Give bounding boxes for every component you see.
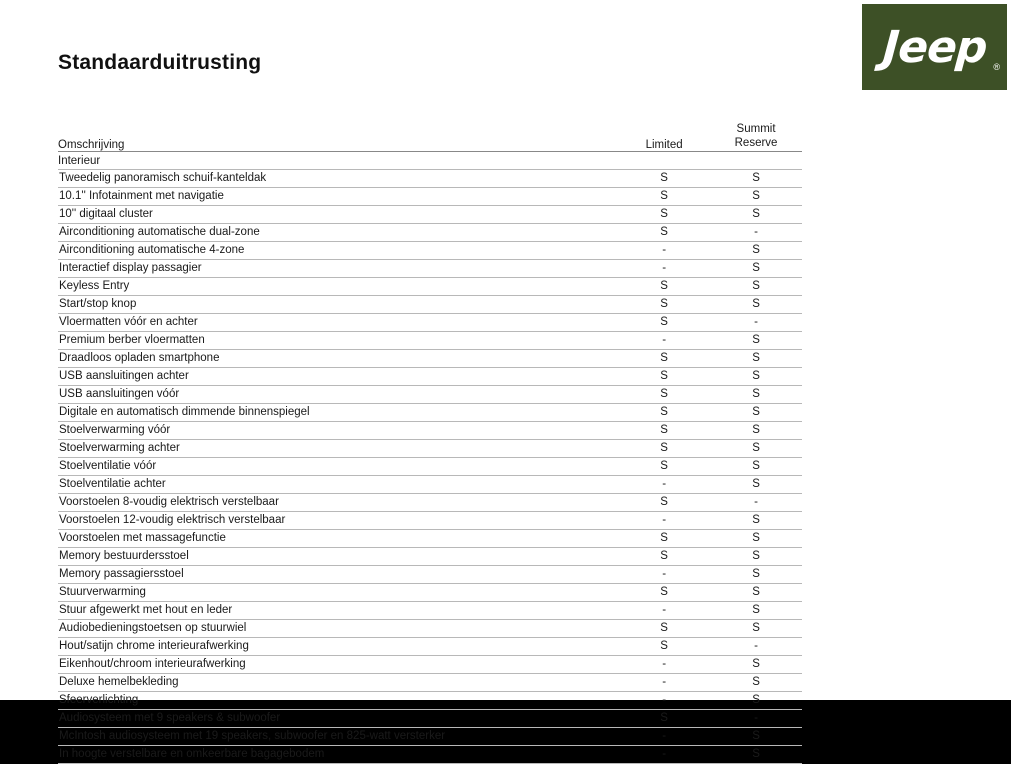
- availability-limited: -: [618, 565, 710, 583]
- availability-limited: -: [618, 727, 710, 745]
- table-row: [58, 277, 802, 295]
- availability-limited: S: [618, 205, 710, 223]
- availability-summit-reserve: -: [710, 223, 802, 241]
- table-section-label: Interieur: [58, 151, 802, 169]
- table-row: [58, 637, 802, 655]
- feature-description: Deluxe hemelbekleding: [58, 673, 618, 691]
- availability-limited: S: [618, 385, 710, 403]
- table-header-row: [58, 122, 802, 151]
- feature-description: Stoelventilatie achter: [58, 475, 618, 493]
- table-section-row: [58, 151, 802, 169]
- table-row: [58, 295, 802, 313]
- availability-summit-reserve: -: [710, 709, 802, 727]
- table-row: [58, 259, 802, 277]
- availability-limited: -: [618, 673, 710, 691]
- availability-summit-reserve: S: [710, 385, 802, 403]
- brand-wordmark: Jeep: [880, 21, 989, 73]
- feature-description: Stoelverwarming achter: [58, 439, 618, 457]
- availability-summit-reserve: S: [710, 529, 802, 547]
- availability-summit-reserve: S: [710, 475, 802, 493]
- availability-limited: S: [618, 169, 710, 187]
- availability-summit-reserve: -: [710, 493, 802, 511]
- availability-limited: -: [618, 691, 710, 709]
- table-row: [58, 475, 802, 493]
- page-title: Standaarduitrusting: [58, 51, 262, 74]
- page-content: [4, 4, 1007, 760]
- availability-summit-reserve: S: [710, 439, 802, 457]
- availability-limited: S: [618, 421, 710, 439]
- table-row: [58, 349, 802, 367]
- availability-summit-reserve: S: [710, 655, 802, 673]
- availability-summit-reserve: S: [710, 295, 802, 313]
- feature-description: Stuur afgewerkt met hout en leder: [58, 601, 618, 619]
- availability-summit-reserve: S: [710, 187, 802, 205]
- availability-limited: S: [618, 367, 710, 385]
- table-header: [58, 122, 802, 151]
- availability-limited: -: [618, 259, 710, 277]
- table-row: [58, 547, 802, 565]
- feature-description: Premium berber vloermatten: [58, 331, 618, 349]
- availability-summit-reserve: S: [710, 565, 802, 583]
- availability-summit-reserve: S: [710, 673, 802, 691]
- availability-limited: -: [618, 655, 710, 673]
- feature-description: Stoelventilatie vóór: [58, 457, 618, 475]
- availability-summit-reserve: S: [710, 511, 802, 529]
- feature-description: 10.1'' Infotainment met navigatie: [58, 187, 618, 205]
- availability-limited: S: [618, 709, 710, 727]
- availability-limited: -: [618, 601, 710, 619]
- availability-limited: S: [618, 295, 710, 313]
- availability-limited: S: [618, 547, 710, 565]
- availability-summit-reserve: S: [710, 349, 802, 367]
- availability-limited: -: [618, 511, 710, 529]
- table-row: [58, 367, 802, 385]
- availability-limited: -: [618, 475, 710, 493]
- table-row: [58, 331, 802, 349]
- table-row: [58, 241, 802, 259]
- table-row: [58, 313, 802, 331]
- availability-summit-reserve: S: [710, 547, 802, 565]
- table-row: [58, 601, 802, 619]
- feature-description: Digitale en automatisch dimmende binnenspiegel: [58, 403, 618, 421]
- table-row: [58, 529, 802, 547]
- availability-limited: S: [618, 277, 710, 295]
- availability-limited: -: [618, 745, 710, 763]
- feature-description: USB aansluitingen vóór: [58, 385, 618, 403]
- table-row: [58, 727, 802, 745]
- table-body: [58, 151, 802, 763]
- availability-summit-reserve: S: [710, 583, 802, 601]
- availability-summit-reserve: S: [710, 727, 802, 745]
- table-row: [58, 205, 802, 223]
- table-row: [58, 385, 802, 403]
- feature-description: Keyless Entry: [58, 277, 618, 295]
- column-header-summit-reserve: [710, 122, 802, 151]
- feature-description: Stoelverwarming vóór: [58, 421, 618, 439]
- availability-summit-reserve: S: [710, 241, 802, 259]
- specifications-table: [58, 122, 802, 764]
- availability-limited: S: [618, 457, 710, 475]
- table-row: [58, 619, 802, 637]
- feature-description: Audiosysteem met 9 speakers & subwoofer: [58, 709, 618, 727]
- availability-limited: S: [618, 223, 710, 241]
- table-row: [58, 691, 802, 709]
- table-row: [58, 403, 802, 421]
- availability-summit-reserve: S: [710, 331, 802, 349]
- availability-limited: S: [618, 187, 710, 205]
- table-row: [58, 709, 802, 727]
- feature-description: Sfeerverlichting: [58, 691, 618, 709]
- registered-trademark-icon: ®: [993, 62, 1000, 72]
- column-header-description: Omschrijving: [58, 138, 125, 151]
- availability-limited: S: [618, 637, 710, 655]
- availability-summit-reserve: S: [710, 259, 802, 277]
- feature-description: Vloermatten vóór en achter: [58, 313, 618, 331]
- table-row: [58, 673, 802, 691]
- jeep-logo-badge: [862, 4, 1007, 90]
- availability-limited: S: [618, 439, 710, 457]
- availability-summit-reserve: S: [710, 619, 802, 637]
- availability-limited: S: [618, 313, 710, 331]
- feature-description: Interactief display passagier: [58, 259, 618, 277]
- feature-description: 10'' digitaal cluster: [58, 205, 618, 223]
- feature-description: In hoogte verstelbare en omkeerbare bagagebodem: [58, 745, 618, 763]
- availability-limited: S: [618, 619, 710, 637]
- feature-description: Memory bestuurdersstoel: [58, 547, 618, 565]
- availability-limited: S: [618, 403, 710, 421]
- feature-description: Hout/satijn chrome interieurafwerking: [58, 637, 618, 655]
- table-row: [58, 583, 802, 601]
- feature-description: Airconditioning automatische 4-zone: [58, 241, 618, 259]
- availability-limited: S: [618, 529, 710, 547]
- feature-description: Eikenhout/chroom interieurafwerking: [58, 655, 618, 673]
- column-header-summit-line2: Reserve: [734, 137, 778, 150]
- availability-summit-reserve: -: [710, 637, 802, 655]
- feature-description: Stuurverwarming: [58, 583, 618, 601]
- specifications-table-wrapper: [58, 122, 802, 764]
- availability-limited: S: [618, 349, 710, 367]
- availability-summit-reserve: S: [710, 169, 802, 187]
- table-row: [58, 511, 802, 529]
- table-row: [58, 421, 802, 439]
- availability-limited: S: [618, 493, 710, 511]
- feature-description: USB aansluitingen achter: [58, 367, 618, 385]
- feature-description: Draadloos opladen smartphone: [58, 349, 618, 367]
- availability-summit-reserve: S: [710, 601, 802, 619]
- table-row: [58, 187, 802, 205]
- table-row: [58, 493, 802, 511]
- column-header-limited: Limited: [645, 138, 683, 151]
- availability-summit-reserve: S: [710, 457, 802, 475]
- table-row: [58, 223, 802, 241]
- table-row: [58, 655, 802, 673]
- feature-description: Voorstoelen met massagefunctie: [58, 529, 618, 547]
- feature-description: Airconditioning automatische dual-zone: [58, 223, 618, 241]
- table-row: [58, 745, 802, 763]
- feature-description: McIntosh audiosysteem met 19 speakers, subwoofer en 825-watt versterker: [58, 727, 618, 745]
- availability-summit-reserve: S: [710, 421, 802, 439]
- availability-limited: S: [618, 583, 710, 601]
- availability-summit-reserve: S: [710, 205, 802, 223]
- table-row: [58, 565, 802, 583]
- availability-summit-reserve: -: [710, 313, 802, 331]
- availability-limited: -: [618, 331, 710, 349]
- feature-description: Voorstoelen 8-voudig elektrisch verstelbaar: [58, 493, 618, 511]
- availability-limited: -: [618, 241, 710, 259]
- table-row: [58, 439, 802, 457]
- table-row: [58, 169, 802, 187]
- availability-summit-reserve: S: [710, 367, 802, 385]
- feature-description: Start/stop knop: [58, 295, 618, 313]
- feature-description: Memory passagiersstoel: [58, 565, 618, 583]
- feature-description: Tweedelig panoramisch schuif-kanteldak: [58, 169, 618, 187]
- table-row: [58, 457, 802, 475]
- availability-summit-reserve: S: [710, 403, 802, 421]
- feature-description: Voorstoelen 12-voudig elektrisch verstelbaar: [58, 511, 618, 529]
- availability-summit-reserve: S: [710, 691, 802, 709]
- column-header-summit-line1: Summit: [736, 123, 776, 135]
- availability-summit-reserve: S: [710, 745, 802, 763]
- availability-summit-reserve: S: [710, 277, 802, 295]
- feature-description: Audiobedieningstoetsen op stuurwiel: [58, 619, 618, 637]
